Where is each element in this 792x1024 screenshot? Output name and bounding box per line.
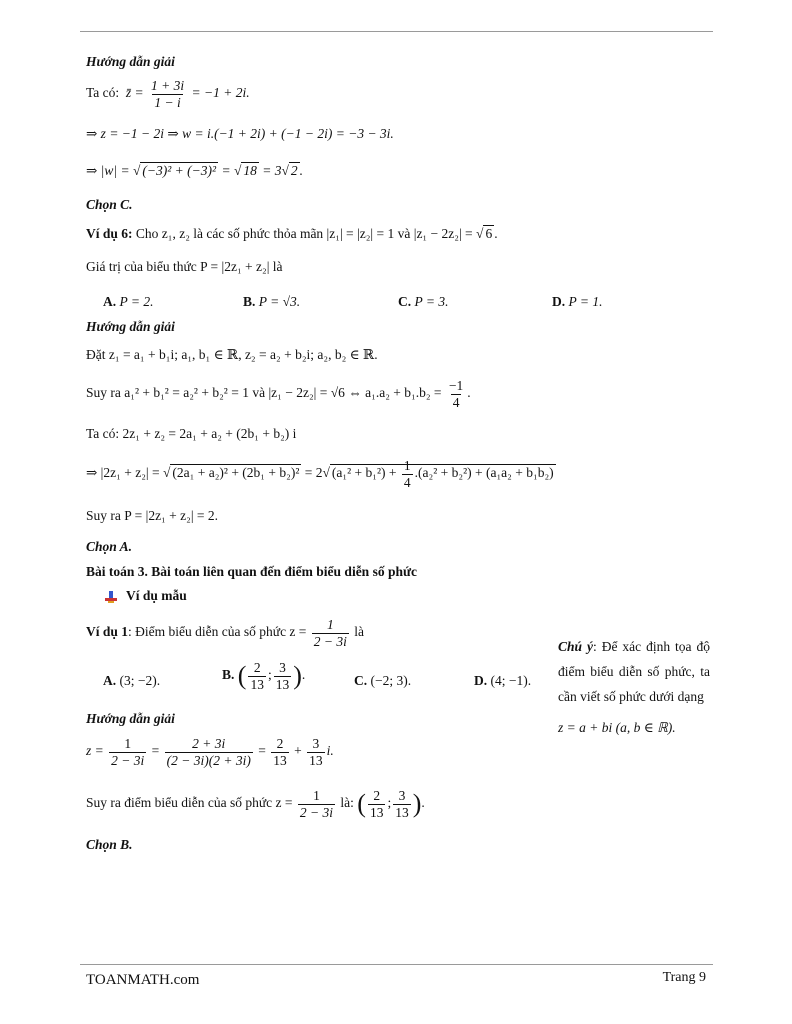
fraction: $\frac{-1}{4}$ — [448, 378, 464, 410]
ex1-option-a: A. (3; −2). — [103, 673, 161, 688]
fraction: $\frac{1 + 3i}{1 - i}$ — [151, 78, 185, 110]
header-rule — [80, 31, 713, 32]
fraction: $\frac{1}{2 - 3i}$ — [313, 617, 347, 649]
ex6-question: Giá trị của biểu thức P = |2z₁ + z₂| là — [86, 259, 283, 274]
ex6-option-c: C. P = 3. — [398, 294, 449, 309]
ex1-statement: Ví dụ 1: Điểm biểu diễn của số phức z = $\frac{1}{2 - 3i}$ là — [86, 617, 365, 649]
solution-heading: Hướng dẫn giải — [86, 711, 175, 726]
ex6-step-2: Suy ra a₁² + b₁² = a₂² + b₂² = 1 và |z₁ − 2z₂| = √6 ⇔ a₁.a₂ + b₁.b₂ = $\frac{-1}{4}$ . — [86, 378, 471, 410]
footer-rule — [80, 964, 713, 965]
ex5-line-3: ⇒ |w| = √ (−3)² + (−3)² = √ 18 = 3√ 2 . — [86, 163, 304, 178]
ex6-choice: Chọn A. — [86, 539, 133, 554]
bullet-icon — [104, 590, 118, 604]
ex1-option-c: C. (−2; 3). — [354, 673, 412, 688]
ex6-step-1: Đặt z₁ = a₁ + b₁i; a₁, b₁ ∈ ℝ, z₂ = a₂ + b₂i; a₂, b₂ ∈ ℝ. — [86, 347, 378, 362]
ex1-option-d: D. (4; −1). — [474, 673, 532, 688]
ex5-line-2: ⇒ z = −1 − 2i ⇒ w = i.(−1 + 2i) + (−1 − 2i) = −3 − 3i. — [86, 126, 394, 141]
solution-heading: Hướng dẫn giải — [86, 54, 175, 69]
ex6-step-4: ⇒ |2z₁ + z₂| = √ (2a₁ + a₂)² + (2b₁ + b₂)² = 2√ (a₁² + b₁²) + $\frac{1}{4}$ .(a₂² + b₂²) + (a₁a₂ + b₁b₂) — [86, 458, 554, 490]
footer-site: TOANMATH.com — [86, 972, 200, 988]
footer-page-number: Trang 9 — [662, 970, 706, 985]
ex1-option-b: B. ( $\frac{2}{13}$ ; $\frac{3}{13}$ ). — [222, 660, 306, 692]
fraction: $\frac{1}{4}$ — [403, 458, 411, 490]
ex6-option-d: D. P = 1. — [552, 294, 603, 309]
ex6-option-a: A. P = 2. — [103, 294, 154, 309]
solution-heading: Hướng dẫn giải — [86, 319, 175, 334]
ex6-statement: Ví dụ 6: Cho z₁, z₂ là các số phức thỏa mãn |z₁| = |z₂| = 1 và |z₁ − 2z₂| = √ 6 . — [86, 226, 498, 241]
ex6-step-3: Ta có: 2z₁ + z₂ = 2a₁ + a₂ + (2b₁ + b₂) i — [86, 426, 297, 441]
ex1-choice: Chọn B. — [86, 837, 133, 852]
section-title: Bài toán 3. Bài toán liên quan đến điểm biểu diễn số phức — [86, 564, 418, 579]
ex1-step-2: Suy ra điểm biểu diễn của số phức z = $\frac{1}{2 - 3i}$ là: ( $\frac{2}{13}$ ; $\frac{3}{13}$ ). — [86, 788, 425, 820]
side-note: Chú ý: Để xác định tọa độ điểm biểu diễn số phức, ta cần viết số phức dưới dạng z = a + bi (a, b ∈ ℝ). — [558, 639, 710, 735]
ex1-step-1: z = $\frac{1}{2 - 3i}$ = $\frac{2 + 3i}{(2 - 3i)(2 + 3i)}$ = $\frac{2}{13}$ + $\frac{3}{13}$ i. — [86, 736, 334, 768]
sample-heading: Ví dụ mẫu — [104, 588, 187, 604]
ex5-line-1: Ta có: z̄ = $\frac{1 + 3i}{1 - i}$ = −1 + 2i. — [86, 78, 250, 110]
ex5-choice: Chọn C. — [86, 197, 133, 212]
ex6-step-5: Suy ra P = |2z₁ + z₂| = 2. — [86, 508, 219, 523]
ex6-option-b: B. P = √3. — [243, 294, 301, 309]
